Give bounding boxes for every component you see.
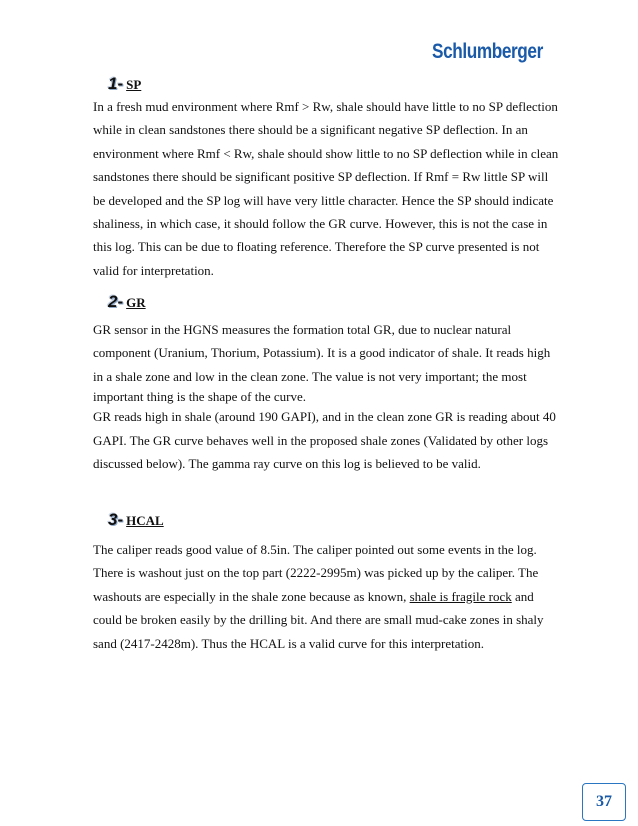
text-line: discussed below). The gamma ray curve on this log is believed to be valid.	[93, 456, 481, 472]
text-line: environment where Rmf < Rw, shale should show little to no SP deflection while in clean	[93, 145, 559, 161]
section-body-hcal	[93, 538, 563, 655]
text-line: in a shale zone and low in the clean zone. The value is not very important; the most	[93, 368, 527, 384]
section-body-gr	[93, 318, 563, 475]
text-line: GAPI. The GR curve behaves well in the proposed shale zones (Validated by other logs	[93, 432, 549, 448]
text-line: be developed and the SP log will have very little character. Hence the SP should indicate	[93, 192, 554, 208]
section-body-sp	[93, 95, 563, 282]
text-line: In a fresh mud environment where Rmf > Rw, shale should have little to no SP deflection	[93, 99, 558, 114]
text-line: while in clean sandstones there should be a significant negative SP deflection. In an	[93, 122, 528, 138]
section-title: SP	[126, 77, 142, 92]
schlumberger-logo: Schlumberger	[432, 40, 543, 63]
text-line: There is washout just on the top part (2222-2995m) was picked up by the caliper. The	[93, 565, 539, 581]
text-line: could be broken easily by the drilling bit. And there are small mud-cake zones in shaly	[93, 612, 544, 628]
text-line: sand (2417-2428m). Thus the HCAL is a valid curve for this interpretation.	[93, 635, 485, 651]
section-heading-sp	[108, 74, 141, 94]
text-line: component (Uranium, Thorium, Potassium). It is a good indicator of shale. It reads high	[93, 345, 551, 361]
text-line: GR reads high in shale (around 190 GAPI), and in the clean zone GR is reading about 40	[93, 409, 556, 425]
section-title: GR	[126, 295, 146, 310]
text-line: this log. This can be due to floating reference. Therefore the SP curve presented is not	[93, 239, 540, 255]
section-heading-hcal	[108, 510, 164, 530]
text-segment: and	[511, 588, 534, 604]
text-line-with-underline	[93, 585, 563, 608]
text-line: GR sensor in the HGNS measures the formation total GR, due to nuclear natural	[93, 322, 512, 337]
text-line: The caliper reads good value of 8.5in. The caliper pointed out some events in the log.	[93, 542, 537, 557]
section-title: HCAL	[126, 513, 164, 528]
section-number: 3-	[108, 510, 124, 529]
section-heading-gr	[108, 292, 146, 312]
page-number: 37	[582, 783, 626, 821]
text-segment: washouts are especially in the shale zone because as known,	[93, 588, 410, 604]
underlined-phrase: shale is fragile rock	[409, 588, 512, 604]
section-number: 2-	[108, 292, 124, 311]
text-line: valid for interpretation.	[93, 262, 214, 278]
text-line: shaliness, in which case, it should follow the GR curve. However, this is not the case in	[93, 216, 548, 232]
text-line: sandstones there should be significant positive SP deflection. If Rmf = Rw little SP will	[93, 169, 549, 185]
text-line: important thing is the shape of the curve.	[93, 389, 307, 405]
section-number: 1-	[108, 74, 124, 93]
